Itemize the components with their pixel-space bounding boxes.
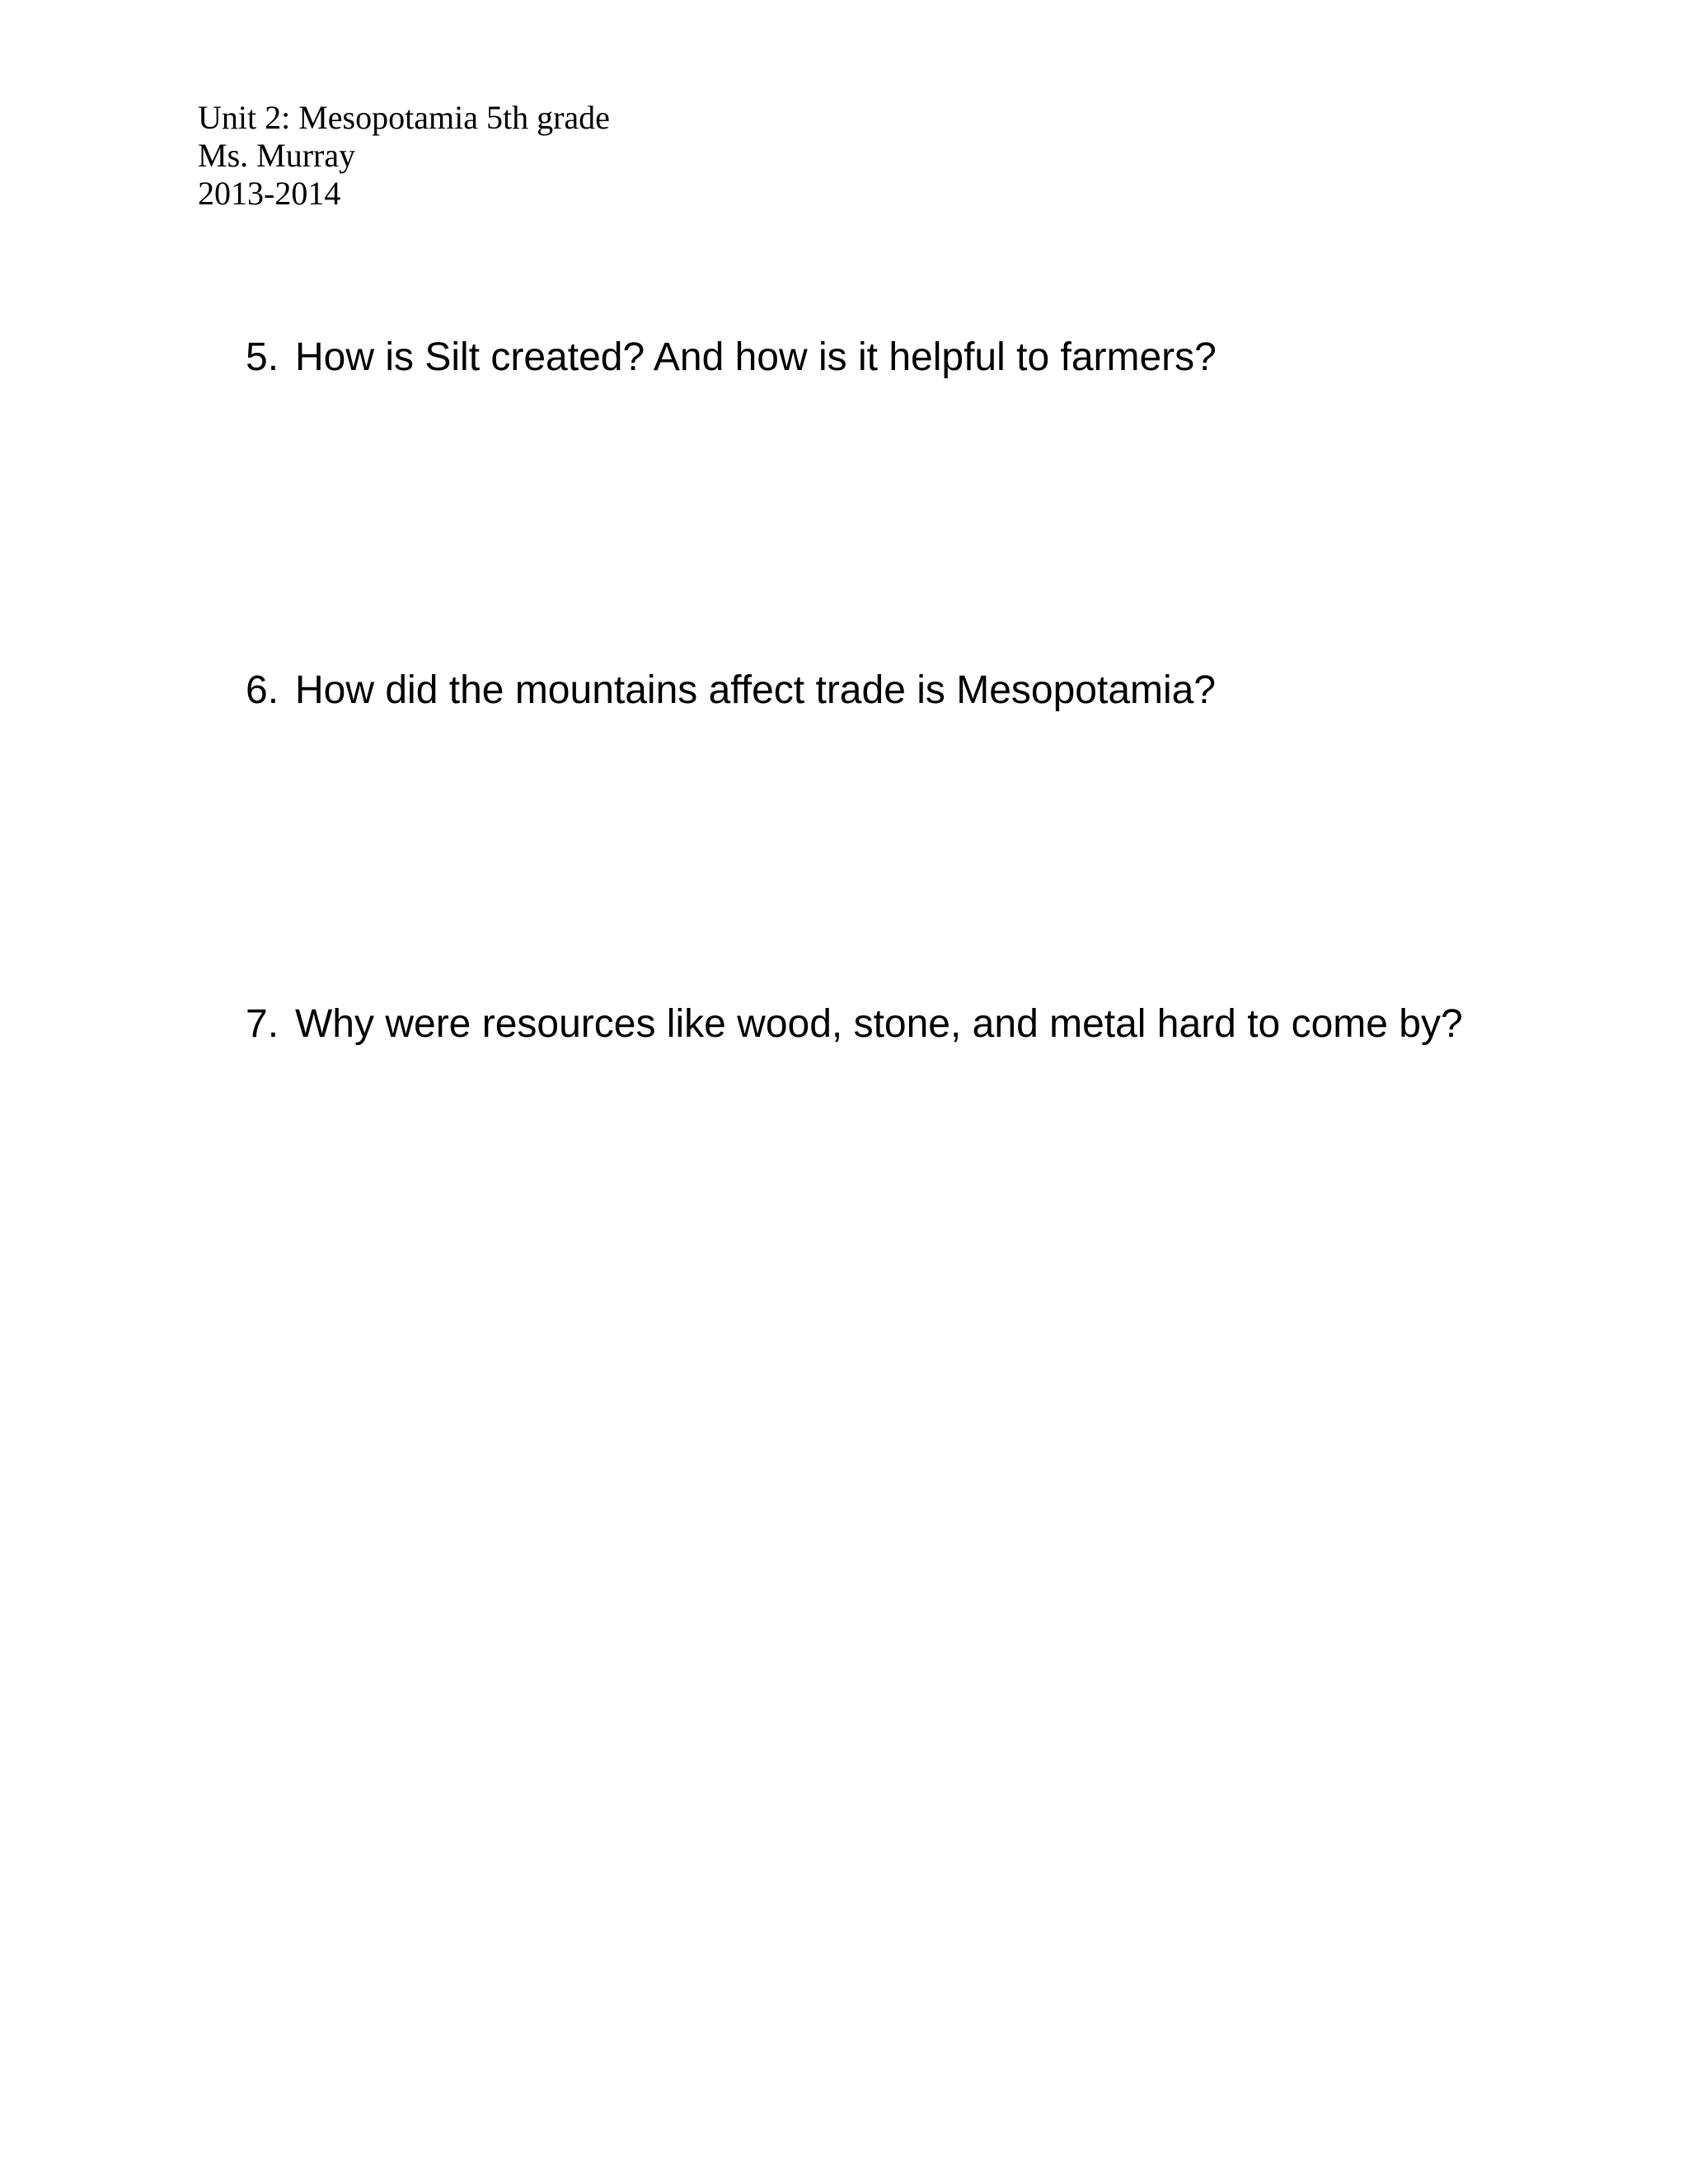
unit-title: Unit 2: Mesopotamia 5th grade bbox=[198, 99, 610, 136]
question-text: Why were resources like wood, stone, and metal hard to come by? bbox=[295, 1002, 1463, 1046]
question-number: 7. bbox=[246, 1002, 279, 1046]
question-number: 5. bbox=[246, 335, 279, 379]
question-number: 6. bbox=[246, 668, 279, 712]
document-header bbox=[198, 99, 610, 213]
school-year: 2013-2014 bbox=[198, 175, 341, 212]
question-text: How is Silt created? And how is it helpful to farmers? bbox=[295, 335, 1217, 379]
question-6 bbox=[246, 668, 1216, 714]
teacher-name: Ms. Murray bbox=[198, 137, 356, 174]
question-text: How did the mountains affect trade is Mesopotamia? bbox=[295, 668, 1217, 712]
question-7 bbox=[246, 1001, 1463, 1047]
question-5 bbox=[246, 335, 1217, 381]
